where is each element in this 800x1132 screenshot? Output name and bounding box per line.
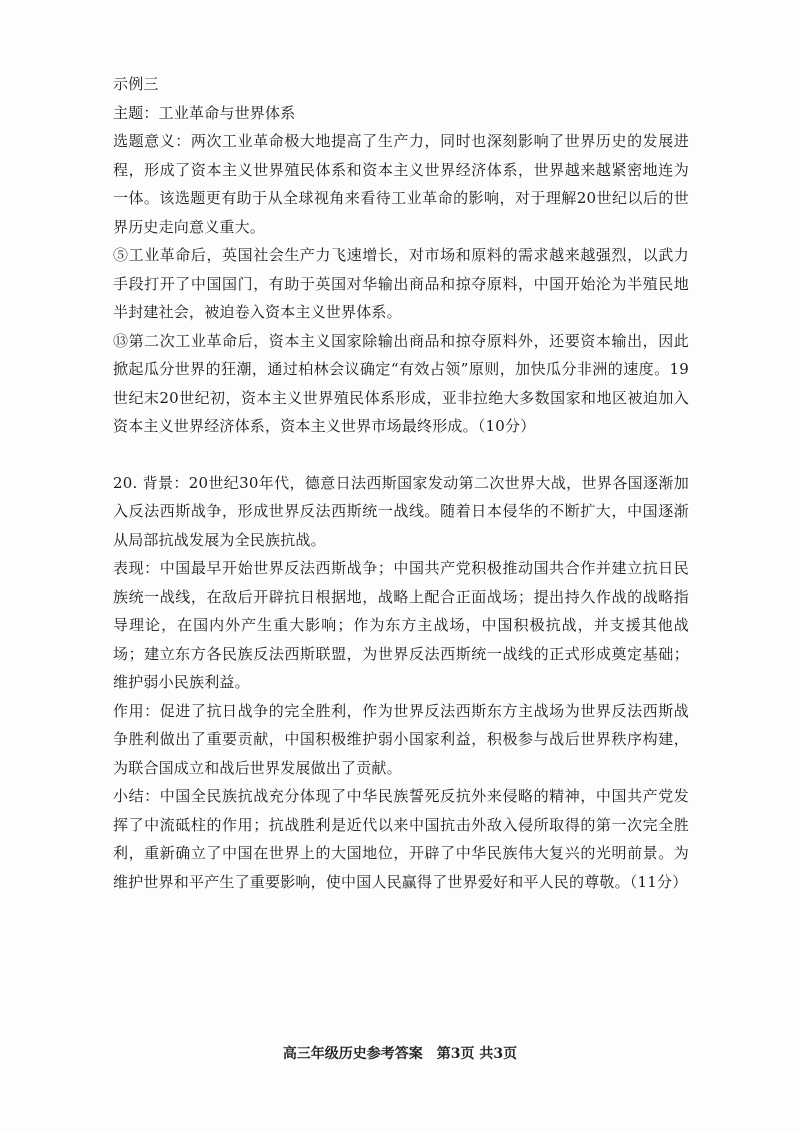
question-20-summary: 小结：中国全民族抗战充分体现了中华民族誓死反抗外来侵略的精神，中国共产党发挥了中流砥柱的作用；抗战胜利是近代以来中国抗击外敌入侵所取得的第一次完全胜利，重新确立了中国在世界上的大国地位，开辟了中华民族伟大复兴的光明前景。为维护世界和平产生了重要影响，使中国人民赢得了世界爱好和平人民的尊敬。（11分） bbox=[113, 787, 689, 891]
point-13-paragraph: ⑬第二次工业革命后，资本主义国家除输出商品和掠夺原料外，还要资本输出，因此掀起瓜分世界的狂潮，通过柏林会议确定“有效占领”原则，加快瓜分非洲的速度。19世纪末20世纪初，资本主义世界殖民体系形成，亚非拉绝大多数国家和地区被迫加入资本主义世界经济体系，资本主义世界市场最终形成。（10分） bbox=[113, 331, 689, 435]
page-footer: 高三年级历史参考答案 第3页 共3页 bbox=[282, 1046, 518, 1062]
question-20-performance: 表现：中国最早开始世界反法西斯战争；中国共产党积极推动国共合作并建立抗日民族统一战线，在敌后开辟抗日根据地，战略上配合正面战场；提出持久作战的战略指导理论，在国内外产生重大影响；作为东方主战场，中国积极抗战，并支援其他战场；建立东方各民族反法西斯联盟，为世界反法西斯统一战线的正式形成奠定基础；维护弱小民族利益。 bbox=[113, 559, 689, 691]
significance-paragraph: 选题意义：两次工业革命极大地提高了生产力，同时也深刻影响了世界历史的发展进程，形成了资本主义世界殖民体系和资本主义世界经济体系，世界越来越紧密地连为一体。该选题更有助于从全球视角来看待工业革命的影响，对于理解20世纪以后的世界历史走向意义重大。 bbox=[113, 132, 689, 236]
example-title: 示例三 bbox=[113, 75, 159, 93]
question-20-background: 20. 背景：20世纪30年代，德意日法西斯国家发动第二次世界大战，世界各国逐渐加入反法西斯战争，形成世界反法西斯统一战线。随着日本侵华的不断扩大，中国逐渐从局部抗战发展为全民族抗战。 bbox=[113, 473, 689, 549]
question-20-effect: 作用：促进了抗日战争的完全胜利，作为世界反法西斯东方主战场为世界反法西斯战争胜利做出了重要贡献，中国积极维护弱小国家利益，积极参与战后世界秩序构建，为联合国成立和战后世界发展做出了贡献。 bbox=[113, 701, 689, 777]
point-5-paragraph: ⑤工业革命后，英国社会生产力飞速增长，对市场和原料的需求越来越强烈，以武力手段打开了中国国门，有助于英国对华输出商品和掠夺原料，中国开始沦为半殖民地半封建社会，被迫卷入资本主义世界体系。 bbox=[113, 246, 689, 321]
section-gap bbox=[113, 441, 689, 469]
answer-content bbox=[113, 70, 689, 896]
theme-line: 主题：工业革命与世界体系 bbox=[113, 103, 296, 122]
